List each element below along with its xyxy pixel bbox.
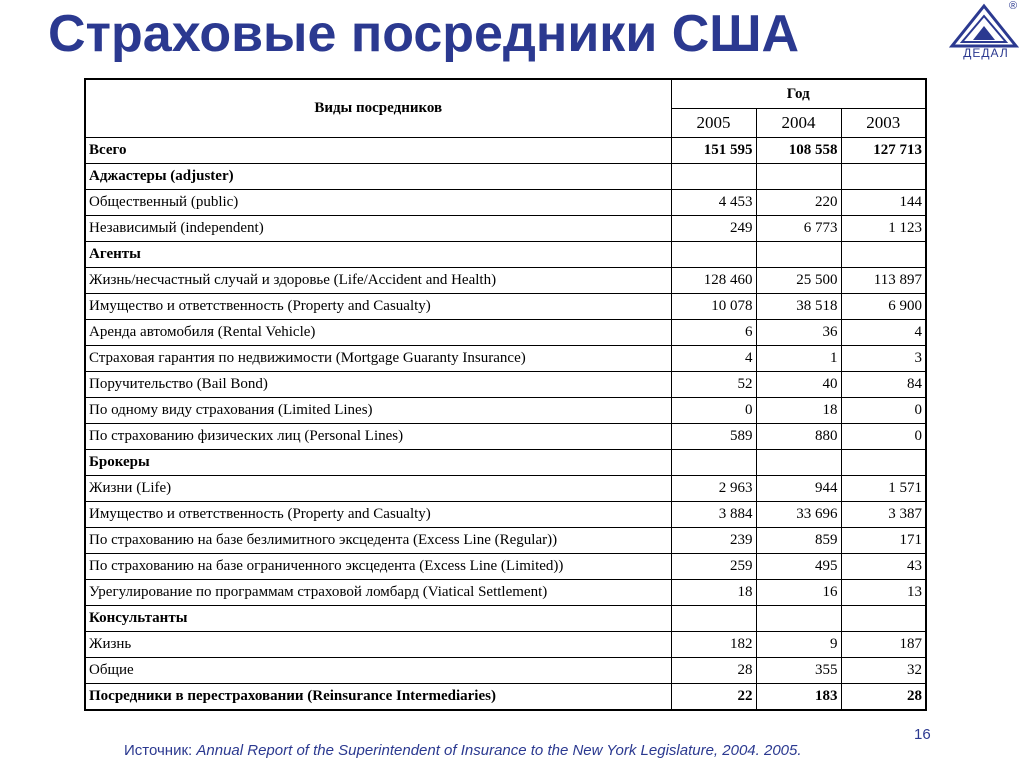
- table-row: [85, 658, 926, 684]
- value-cell-2003: 1 123: [841, 216, 926, 242]
- value-cell-2005: 22: [671, 684, 756, 711]
- value-cell-2004: [756, 164, 841, 190]
- row-label: Жизнь: [85, 632, 671, 658]
- page-number: 16: [914, 726, 931, 743]
- page-title: Страховые посредники США: [48, 5, 800, 63]
- value-cell-2004: [756, 606, 841, 632]
- row-label: Имущество и ответственность (Property and Casualty): [85, 294, 671, 320]
- value-cell-2005: 182: [671, 632, 756, 658]
- value-cell-2003: 144: [841, 190, 926, 216]
- value-cell-2003: 4: [841, 320, 926, 346]
- value-cell-2004: 220: [756, 190, 841, 216]
- row-label: Общественный (public): [85, 190, 671, 216]
- table-row: [85, 346, 926, 372]
- intermediaries-table: [84, 78, 927, 711]
- value-cell-2004: 355: [756, 658, 841, 684]
- value-cell-2003: [841, 242, 926, 268]
- value-cell-2004: 859: [756, 528, 841, 554]
- section-row: [85, 164, 926, 190]
- registered-mark: ®: [1009, 0, 1018, 12]
- table-row: [85, 528, 926, 554]
- table-row: [85, 398, 926, 424]
- value-cell-2004: 880: [756, 424, 841, 450]
- value-cell-2003: 32: [841, 658, 926, 684]
- value-cell-2005: [671, 164, 756, 190]
- value-cell-2005: 4: [671, 346, 756, 372]
- row-label: Общие: [85, 658, 671, 684]
- header-year-2004: 2004: [756, 109, 841, 138]
- value-cell-2005: 151 595: [671, 138, 756, 164]
- value-cell-2004: [756, 242, 841, 268]
- value-cell-2003: 113 897: [841, 268, 926, 294]
- table-row: [85, 476, 926, 502]
- row-label: Имущество и ответственность (Property and Casualty): [85, 502, 671, 528]
- value-cell-2004: 1: [756, 346, 841, 372]
- row-label: Урегулирование по программам страховой ломбард (Viatical Settlement): [85, 580, 671, 606]
- value-cell-2003: 84: [841, 372, 926, 398]
- table-row: [85, 632, 926, 658]
- section-row: [85, 606, 926, 632]
- value-cell-2004: 36: [756, 320, 841, 346]
- value-cell-2004: 108 558: [756, 138, 841, 164]
- value-cell-2005: 0: [671, 398, 756, 424]
- value-cell-2004: 495: [756, 554, 841, 580]
- table-row: [85, 684, 926, 711]
- value-cell-2003: 43: [841, 554, 926, 580]
- value-cell-2005: 3 884: [671, 502, 756, 528]
- value-cell-2003: 1 571: [841, 476, 926, 502]
- table-row: [85, 554, 926, 580]
- row-label: Жизни (Life): [85, 476, 671, 502]
- value-cell-2003: 187: [841, 632, 926, 658]
- table-row: [85, 190, 926, 216]
- value-cell-2004: 9: [756, 632, 841, 658]
- total-row: [85, 138, 926, 164]
- row-label: Брокеры: [85, 450, 671, 476]
- row-label: По страхованию физических лиц (Personal Lines): [85, 424, 671, 450]
- table-body: [85, 138, 926, 711]
- value-cell-2004: 33 696: [756, 502, 841, 528]
- value-cell-2004: 6 773: [756, 216, 841, 242]
- table-row: [85, 216, 926, 242]
- value-cell-2003: [841, 164, 926, 190]
- section-row: [85, 450, 926, 476]
- value-cell-2003: 28: [841, 684, 926, 711]
- table-row: [85, 502, 926, 528]
- value-cell-2003: 127 713: [841, 138, 926, 164]
- value-cell-2003: 13: [841, 580, 926, 606]
- row-label: По страхованию на базе ограниченного эксцедента (Excess Line (Limited)): [85, 554, 671, 580]
- value-cell-2005: [671, 450, 756, 476]
- value-cell-2005: 249: [671, 216, 756, 242]
- value-cell-2004: 16: [756, 580, 841, 606]
- value-cell-2003: 6 900: [841, 294, 926, 320]
- source-text: Annual Report of the Superintendent of Insurance to the New York Legislature, 2004. 2005.: [196, 742, 802, 759]
- row-label: Страховая гарантия по недвижимости (Mortgage Guaranty Insurance): [85, 346, 671, 372]
- header-kind: Виды посредников: [85, 79, 671, 138]
- value-cell-2005: 10 078: [671, 294, 756, 320]
- value-cell-2003: 3 387: [841, 502, 926, 528]
- row-label: Независимый (independent): [85, 216, 671, 242]
- header-year-2005: 2005: [671, 109, 756, 138]
- value-cell-2005: 4 453: [671, 190, 756, 216]
- value-cell-2004: 25 500: [756, 268, 841, 294]
- value-cell-2005: 239: [671, 528, 756, 554]
- value-cell-2005: 259: [671, 554, 756, 580]
- row-label: Агенты: [85, 242, 671, 268]
- value-cell-2005: 128 460: [671, 268, 756, 294]
- value-cell-2003: [841, 606, 926, 632]
- table-row: [85, 320, 926, 346]
- value-cell-2004: 38 518: [756, 294, 841, 320]
- value-cell-2004: 944: [756, 476, 841, 502]
- value-cell-2005: 52: [671, 372, 756, 398]
- value-cell-2004: [756, 450, 841, 476]
- value-cell-2003: 0: [841, 398, 926, 424]
- row-label: Посредники в перестраховании (Reinsurance Intermediaries): [85, 684, 671, 711]
- value-cell-2005: 18: [671, 580, 756, 606]
- table-row: [85, 268, 926, 294]
- source-prefix: Источник:: [124, 742, 197, 759]
- logo-text: ДЕДАЛ: [963, 46, 1009, 60]
- header-year-2003: 2003: [841, 109, 926, 138]
- value-cell-2004: 40: [756, 372, 841, 398]
- row-label: Аренда автомобиля (Rental Vehicle): [85, 320, 671, 346]
- value-cell-2003: 0: [841, 424, 926, 450]
- value-cell-2003: [841, 450, 926, 476]
- value-cell-2005: 28: [671, 658, 756, 684]
- value-cell-2005: 6: [671, 320, 756, 346]
- value-cell-2003: 3: [841, 346, 926, 372]
- row-label: По одному виду страхования (Limited Lines): [85, 398, 671, 424]
- header-year: Год: [671, 79, 926, 109]
- row-label: Аджастеры (adjuster): [85, 164, 671, 190]
- value-cell-2005: 2 963: [671, 476, 756, 502]
- value-cell-2005: [671, 242, 756, 268]
- table-row: [85, 424, 926, 450]
- value-cell-2005: 589: [671, 424, 756, 450]
- table-row: [85, 372, 926, 398]
- table-row: [85, 294, 926, 320]
- value-cell-2004: 18: [756, 398, 841, 424]
- source-note: [124, 742, 802, 759]
- row-label: Всего: [85, 138, 671, 164]
- row-label: Жизнь/несчастный случай и здоровье (Life/Accident and Health): [85, 268, 671, 294]
- table-row: [85, 580, 926, 606]
- value-cell-2004: 183: [756, 684, 841, 711]
- section-row: [85, 242, 926, 268]
- value-cell-2005: [671, 606, 756, 632]
- row-label: По страхованию на базе безлимитного эксцедента (Excess Line (Regular)): [85, 528, 671, 554]
- row-label: Поручительство (Bail Bond): [85, 372, 671, 398]
- value-cell-2003: 171: [841, 528, 926, 554]
- row-label: Консультанты: [85, 606, 671, 632]
